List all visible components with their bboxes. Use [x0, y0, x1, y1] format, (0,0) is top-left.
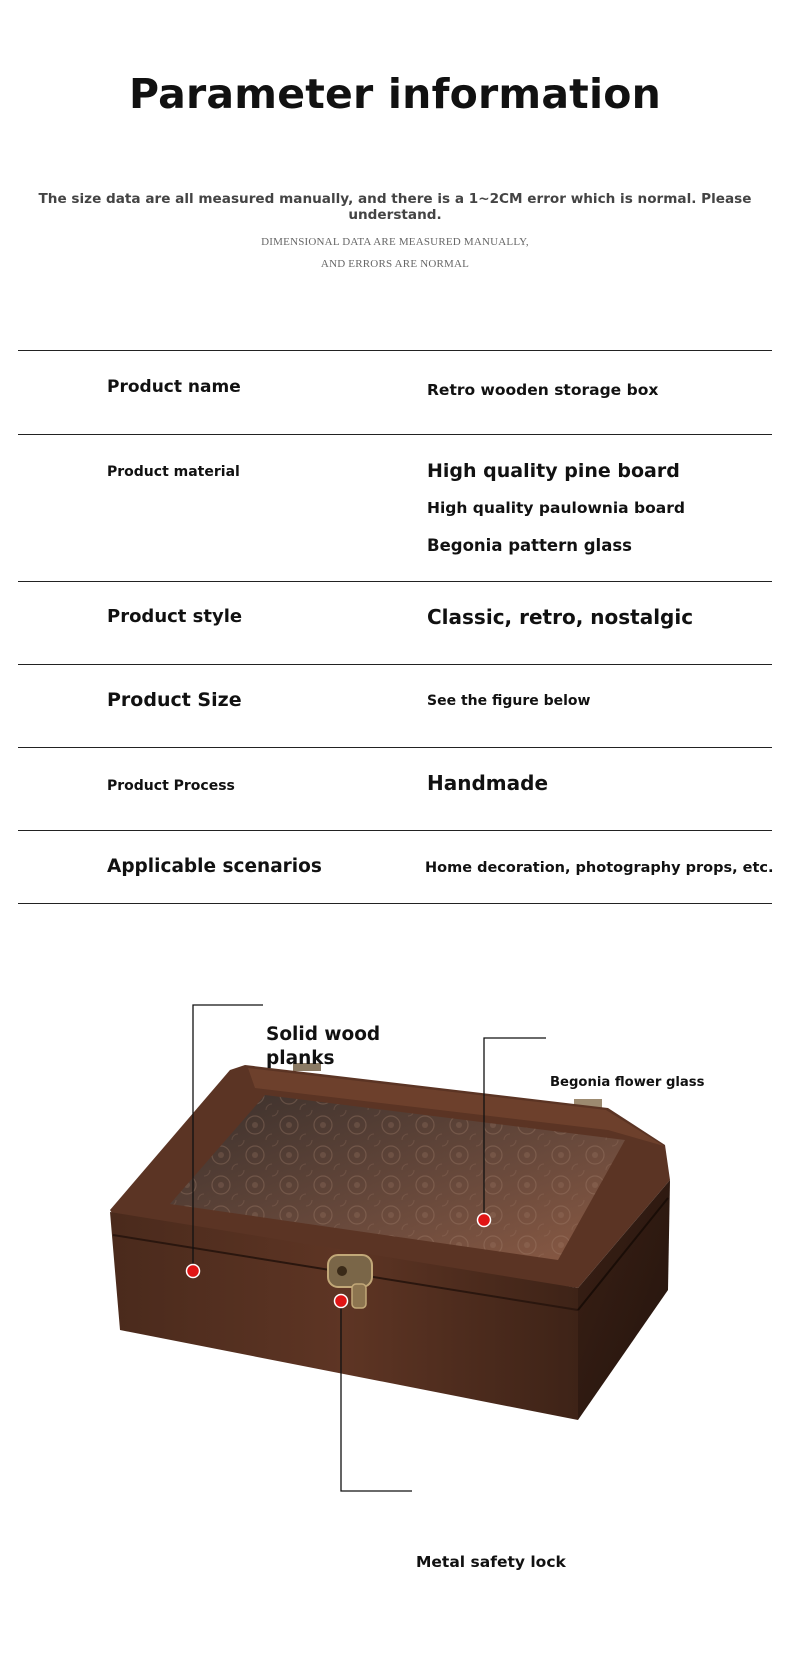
value-material-2: High quality paulownia board	[427, 499, 685, 517]
label-product-process: Product Process	[107, 778, 235, 794]
measurement-note: The size data are all measured manually, and there is a 1~2CM error which is normal. Please understand.	[38, 191, 752, 223]
value-product-process: Handmade	[427, 771, 549, 795]
value-material-1: High quality pine board	[427, 460, 680, 482]
label-applicable-scenarios: Applicable scenarios	[107, 856, 322, 877]
label-product-size: Product Size	[107, 689, 242, 711]
callout-planks-line-2: planks	[266, 1048, 335, 1069]
product-photo	[0, 990, 790, 1530]
table-divider	[18, 747, 772, 748]
table-divider	[18, 664, 772, 665]
label-product-style: Product style	[107, 606, 243, 627]
callout-metal-lock: Metal safety lock	[416, 1553, 566, 1571]
value-product-name: Retro wooden storage box	[427, 381, 659, 399]
callout-planks-line-1: Solid wood	[266, 1024, 381, 1045]
marker-dot	[335, 1295, 348, 1308]
label-product-material: Product material	[107, 464, 240, 480]
table-divider	[18, 350, 772, 351]
english-note-line-2: AND ERRORS ARE NORMAL	[320, 258, 470, 270]
callout-begonia-glass: Begonia flower glass	[550, 1075, 705, 1090]
table-divider	[18, 830, 772, 831]
callout-solid-wood-planks	[266, 1023, 380, 1071]
table-divider	[18, 903, 772, 904]
table-divider	[18, 581, 772, 582]
label-product-name: Product name	[107, 377, 241, 397]
value-material-3: Begonia pattern glass	[427, 536, 632, 555]
value-applicable-scenarios: Home decoration, photography props, etc.	[425, 860, 774, 876]
marker-dot	[187, 1265, 200, 1278]
english-note-line-1: DIMENSIONAL DATA ARE MEASURED MANUALLY,	[261, 236, 529, 248]
page-title: Parameter information	[129, 70, 661, 118]
value-product-style: Classic, retro, nostalgic	[427, 605, 694, 629]
marker-dot	[478, 1214, 491, 1227]
table-divider	[18, 434, 772, 435]
value-product-size: See the figure below	[427, 693, 591, 709]
